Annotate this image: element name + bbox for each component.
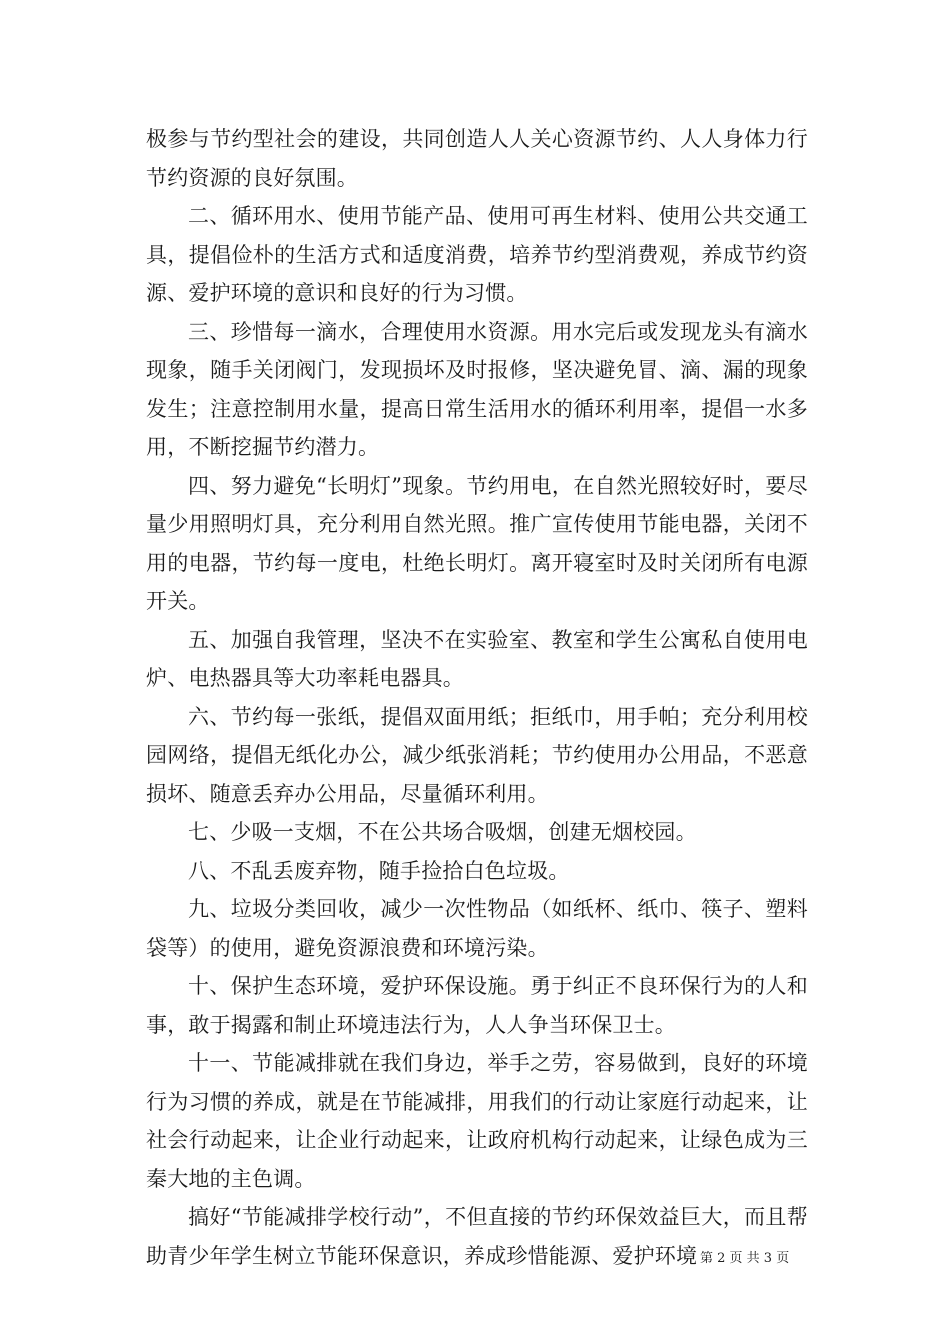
paragraph-3: 三、珍惜每一滴水，合理使用水资源。用水完后或发现龙头有滴水现象，随手关闭阀门，发现损坏及时报修，坚决避免冒、滴、漏的现象发生；注意控制用水量，提高日常生活用水的循环利用率，提倡一水多用，不断挖掘节约潜力。 [146, 319, 808, 459]
paragraph-5: 五、加强自我管理，坚决不在实验室、教室和学生公寓私自使用电炉、电热器具等大功率耗电器具。 [146, 627, 808, 690]
paragraph-7: 七、少吸一支烟，不在公共场合吸烟，创建无烟校园。 [188, 820, 697, 844]
paragraph-12: 搞好“节能减排学校行动”，不但直接的节约环保效益巨大，而且帮助青少年学生树立节能环保意识，养成珍惜能源、爱护环境 [146, 1205, 808, 1268]
paragraph-8: 八、不乱丢废弃物，随手捡拾白色垃圾。 [188, 858, 570, 883]
paragraph-10: 十、保护生态环境，爱护环保设施。勇于纠正不良环保行为的人和事，敢于揭露和制止环境违法行为，人人争当环保卫士。 [146, 974, 808, 1037]
paragraph-6: 六、节约每一张纸，提倡双面用纸；拒纸巾，用手帕；充分利用校园网络，提倡无纸化办公，减少纸张消耗；节约使用办公用品，不恶意损坏、随意丢弃办公用品，尽量循环利用。 [146, 704, 808, 806]
document-body [146, 120, 808, 1275]
paragraph-2: 二、循环用水、使用节能产品、使用可再生材料、使用公共交通工具，提倡俭朴的生活方式和适度消费，培养节约型消费观，养成节约资源、爱护环境的意识和良好的行为习惯。 [146, 204, 808, 305]
page-number-footer: 第 2 页 共 3 页 [700, 1251, 790, 1266]
paragraph-4: 四、努力避免“长明灯”现象。节约用电，在自然光照较好时，要尽量少用照明灯具，充分利用自然光照。推广宣传使用节能电器，关闭不用的电器，节约每一度电，杜绝长明灯。离开寝室时及时关闭所有电源开关。 [146, 473, 808, 613]
paragraph-1: 极参与节约型社会的建设，共同创造人人关心资源节约、人人身体力行节约资源的良好氛围。 [146, 127, 808, 190]
paragraph-9: 九、垃圾分类回收，减少一次性物品（如纸杯、纸巾、筷子、塑料袋等）的使用，避免资源浪费和环境污染。 [146, 897, 808, 960]
paragraph-11: 十一、节能减排就在我们身边，举手之劳，容易做到，良好的环境行为习惯的养成，就是在节能减排，用我们的行动让家庭行动起来，让社会行动起来，让企业行动起来，让政府机构行动起来，让绿色成为三秦大地的主色调。 [146, 1051, 808, 1191]
